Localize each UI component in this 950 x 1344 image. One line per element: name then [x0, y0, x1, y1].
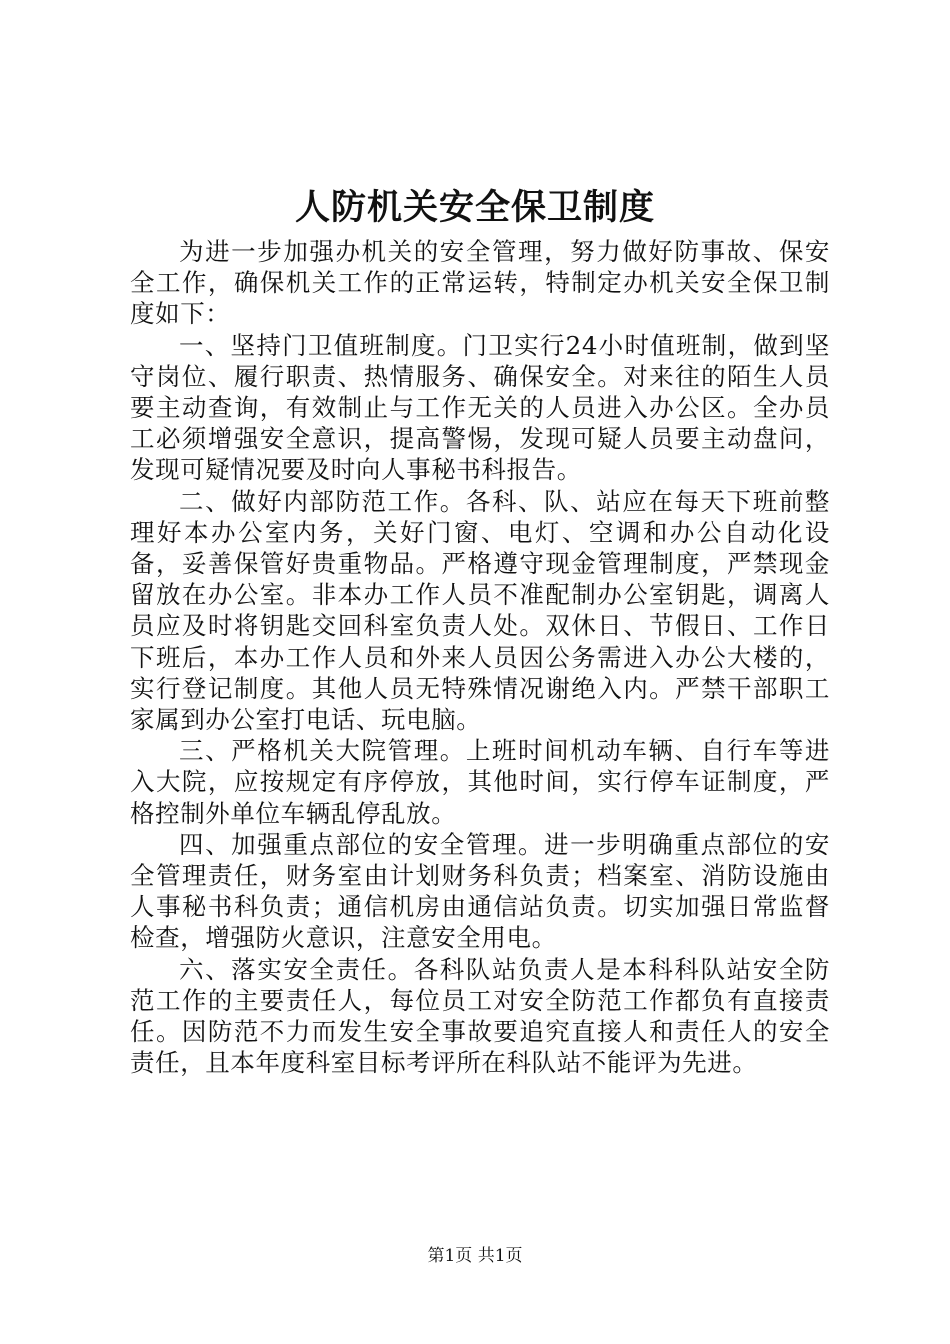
paragraph-item-1: 一、坚持门卫值班制度。门卫实行24小时值班制，做到坚守岗位、履行职责、热情服务、确保安全。对来往的陌生人员要主动查询，有效制止与工作无关的人员进入办公区。全办员工必须增强安全意识，提高警惕，发现可疑人员要主动盘问，发现可疑情况要及时向人事秘书科报告。 — [130, 330, 830, 485]
paragraph-item-3: 三、严格机关大院管理。上班时间机动车辆、自行车等进入大院，应按规定有序停放，其他时间，实行停车证制度，严格控制外单位车辆乱停乱放。 — [130, 736, 830, 828]
paragraph-item-2: 二、做好内部防范工作。各科、队、站应在每天下班前整理好本办公室内务，关好门窗、电灯、空调和办公自动化设备，妥善保管好贵重物品。严格遵守现金管理制度，严禁现金留放在办公室。非本办工作人员不准配制办公室钥匙，调离人员应及时将钥匙交回科室负责人处。双休日、节假日、工作日下班后，本办工作人员和外来人员因公务需进入办公大楼的，实行登记制度。其他人员无特殊情况谢绝入内。严禁干部职工家属到办公室打电话、玩电脑。 — [130, 486, 830, 735]
page-footer: 第1页 共1页 — [427, 1246, 523, 1266]
paragraph-intro: 为进一步加强办机关的安全管理，努力做好防事故、保安全工作，确保机关工作的正常运转，特制定办机关安全保卫制度如下： — [130, 237, 830, 329]
paragraph-item-4: 四、加强重点部位的安全管理。进一步明确重点部位的安全管理责任，财务室由计划财务科负责；档案室、消防设施由人事秘书科负责；通信机房由通信站负责。切实加强日常监督检查，增强防火意识，注意安全用电。 — [130, 829, 830, 953]
document-body — [130, 236, 830, 1078]
document-title: 人防机关安全保卫制度 — [294, 187, 655, 228]
paragraph-item-6: 六、落实安全责任。各科队站负责人是本科科队站安全防范工作的主要责任人，每位员工对安全防范工作都负有直接责任。因防范不力而发生安全事故要追究直接人和责任人的安全责任，且本年度科室目标考评所在科队站不能评为先进。 — [130, 954, 830, 1078]
